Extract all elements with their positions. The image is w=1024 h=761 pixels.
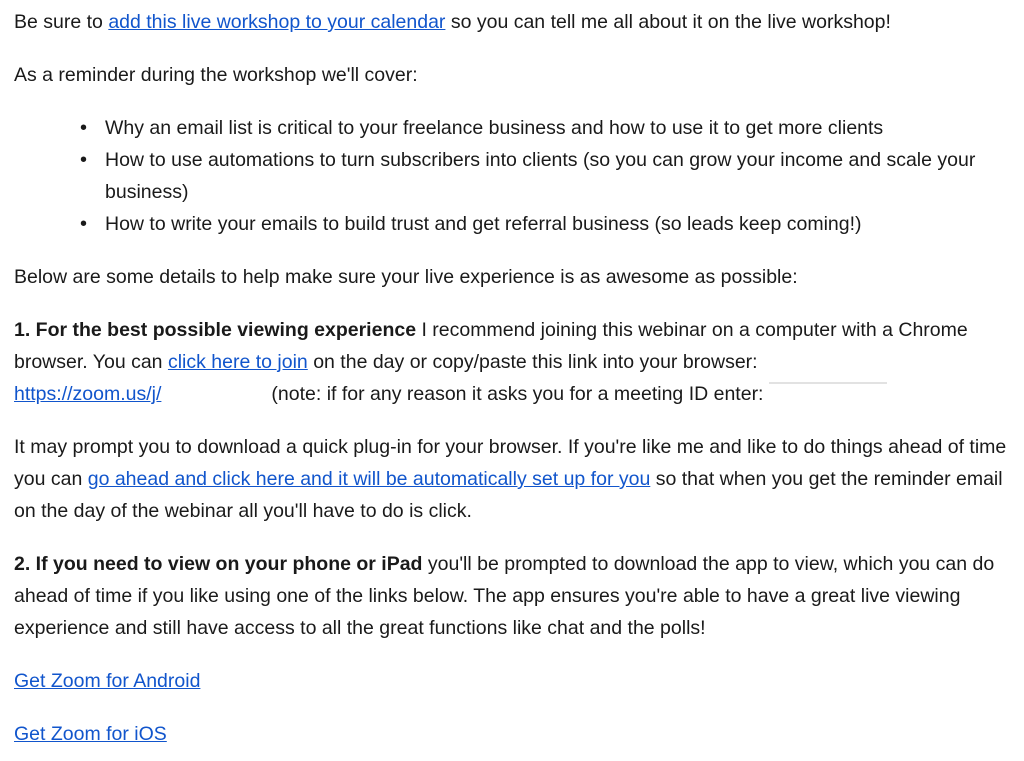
list-item xyxy=(80,208,1014,240)
android-paragraph xyxy=(14,665,1014,697)
list-item-text: How to use automations to turn subscribers into clients (so you can grow your income and scale your business) xyxy=(105,149,976,203)
plugin-paragraph xyxy=(14,431,1014,527)
section1-text-2: on the day or copy/paste this link into your browser: xyxy=(307,351,758,373)
email-body xyxy=(14,6,1014,750)
list-item xyxy=(80,144,1014,208)
reminder-paragraph: As a reminder during the workshop we'll cover: xyxy=(14,64,418,86)
meeting-id-note: (note: if for any reason it asks you for a meeting ID enter: xyxy=(271,383,769,405)
intro-paragraph xyxy=(14,6,1014,38)
topics-list xyxy=(14,112,1014,240)
auto-setup-link[interactable]: go ahead and click here and it will be automatically set up for you xyxy=(87,468,651,490)
details-paragraph: Below are some details to help make sure your live experience is as awesome as possible: xyxy=(14,266,798,288)
section2-heading: 2. If you need to view on your phone or iPad xyxy=(14,553,423,575)
plugin-text-before: It may prompt you to download a quick plug-in for your browser. If you're like me and like to do things ahead of time you can xyxy=(14,436,1007,490)
ios-paragraph xyxy=(14,718,1014,750)
intro-text-before: Be sure to xyxy=(14,11,109,33)
list-item-text: Why an email list is critical to your freelance business and how to use it to get more clients xyxy=(105,117,884,139)
section2-paragraph xyxy=(14,548,1014,644)
bullet-icon: • xyxy=(80,149,88,171)
list-item xyxy=(80,112,1014,144)
get-zoom-ios-link[interactable]: Get Zoom for iOS xyxy=(14,723,167,745)
plugin-text-after: so that when you get the reminder email on the day of the webinar all you'll have to do is click. xyxy=(14,468,1003,522)
section1-text: I recommend joining this webinar on a computer with a Chrome browser. You can xyxy=(14,319,968,373)
intro-text-after: so you can tell me all about it on the live workshop! xyxy=(445,11,891,33)
section1-heading: 1. For the best possible viewing experience xyxy=(14,319,417,341)
bullet-icon: • xyxy=(80,213,88,235)
bullet-icon: • xyxy=(80,117,88,139)
add-to-calendar-link[interactable]: add this live workshop to your calendar xyxy=(108,11,446,33)
zoom-url-link[interactable]: https://zoom.us/j/ xyxy=(14,383,162,405)
list-item-text: How to write your emails to build trust and get referral business (so leads keep coming!) xyxy=(105,213,862,235)
click-here-to-join-link[interactable]: click here to join xyxy=(167,351,308,373)
section1-paragraph xyxy=(14,314,1014,410)
redacted-meeting-id xyxy=(769,382,887,392)
get-zoom-android-link[interactable]: Get Zoom for Android xyxy=(14,670,201,692)
section2-text: you'll be prompted to download the app to view, which you can do ahead of time if you like using one of the links below. The app ensures you're able to have a great live viewing experience and still have access to all the great functions like chat and the polls! xyxy=(14,553,995,639)
